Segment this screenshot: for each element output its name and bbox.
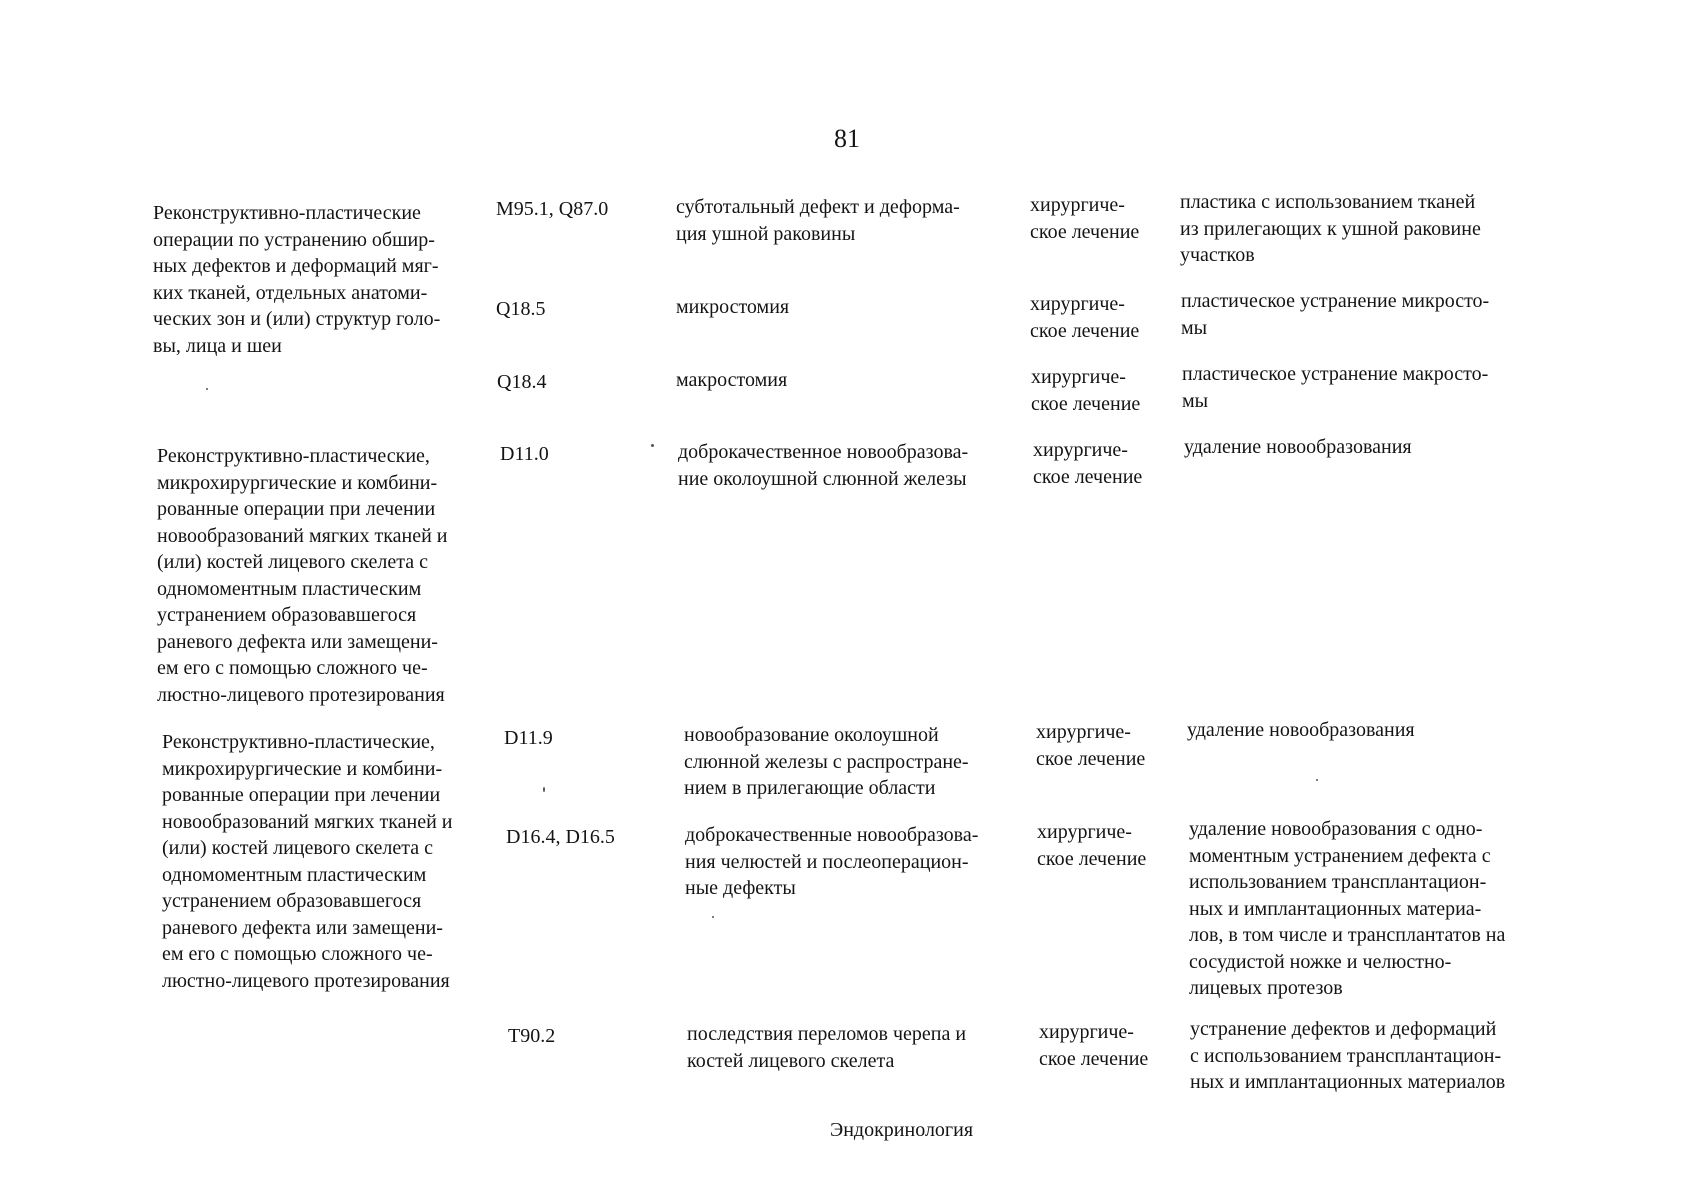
treatment-method: устранение дефектов и деформаций с использованием трансплантацион- ных и имплантационных материалов <box>1190 1018 1506 1093</box>
treatment-method: удаление новообразования <box>1184 436 1412 458</box>
diagnosis: последствия переломов черепа и костей лицевого скелета <box>687 1023 967 1072</box>
page-number: 81 <box>834 124 860 153</box>
operation-name: Реконструктивно-пластические, микрохирургические и комбини- рованные операции при лечении новообразований мягких тканей и (или) костей лицевого скелета с одномоментным пластическим устранением образовавшегося раневого дефекта или замещени- ем его с помощью сложного че- люстно-лицевого протезирования <box>157 445 448 706</box>
scan-speck <box>206 388 208 390</box>
icd-code: D11.9 <box>504 727 553 749</box>
icd-code: M95.1, Q87.0 <box>496 198 609 220</box>
operation-name: Реконструктивно-пластические операции по устранению обшир- ных дефектов и деформаций мяг- ких тканей, отдельных анатоми- ческих зон и (или) структур голо- вы, лица и шеи <box>153 202 441 357</box>
scan-speck <box>543 787 545 792</box>
diagnosis: доброкачественное новообразова- ние околоушной слюнной железы <box>678 441 969 490</box>
scan-speck <box>651 444 654 447</box>
treatment-method: удаление новообразования <box>1187 719 1415 741</box>
diagnosis: микростомия <box>676 296 790 318</box>
treatment-method: пластика с использованием тканей из прилегающих к ушной раковине участков <box>1180 191 1481 266</box>
diagnosis: субтотальный дефект и деформа- ция ушной раковины <box>676 196 960 245</box>
treatment-type: хирургиче- ское лечение <box>1037 821 1147 870</box>
treatment-type: хирургиче- ское лечение <box>1030 194 1140 243</box>
diagnosis: доброкачественные новообразова- ния челюстей и послеоперацион- ные дефекты <box>685 824 979 899</box>
treatment-method: удаление новообразования с одно- моментным устранением дефекта с использованием трансплантацион- ных и имплантационных материа- лов, в том числе и трансплантатов на сосудистой ножке и челюстно- лицевых протезов <box>1189 818 1506 999</box>
treatment-type: хирургиче- ское лечение <box>1031 366 1141 415</box>
scan-speck <box>712 916 714 918</box>
icd-code: Q18.5 <box>496 298 546 320</box>
treatment-method: пластическое устранение микросто- мы <box>1181 290 1490 339</box>
diagnosis: макростомия <box>676 369 788 391</box>
treatment-type: хирургиче- ское лечение <box>1036 721 1146 770</box>
scan-speck <box>1316 779 1318 781</box>
treatment-method: пластическое устранение макросто- мы <box>1182 363 1489 412</box>
icd-code: Q18.4 <box>497 371 547 393</box>
treatment-type: хирургиче- ское лечение <box>1030 293 1140 342</box>
diagnosis: новообразование околоушной слюнной железы с распростране- нием в прилегающие области <box>684 724 969 799</box>
treatment-type: хирургиче- ское лечение <box>1039 1021 1149 1070</box>
operation-name: Реконструктивно-пластические, микрохирургические и комбини- рованные операции при лечении новообразований мягких тканей и (или) костей лицевого скелета с одномоментным пластическим устранением образовавшегося раневого дефекта или замещени- ем его с помощью сложного че- люстно-лицевого протезирования <box>162 731 453 992</box>
icd-code: D16.4, D16.5 <box>506 826 615 848</box>
icd-code: D11.0 <box>500 443 549 465</box>
section-heading: Эндокринология <box>830 1119 974 1141</box>
icd-code: T90.2 <box>508 1025 556 1047</box>
treatment-type: хирургиче- ское лечение <box>1033 439 1143 488</box>
